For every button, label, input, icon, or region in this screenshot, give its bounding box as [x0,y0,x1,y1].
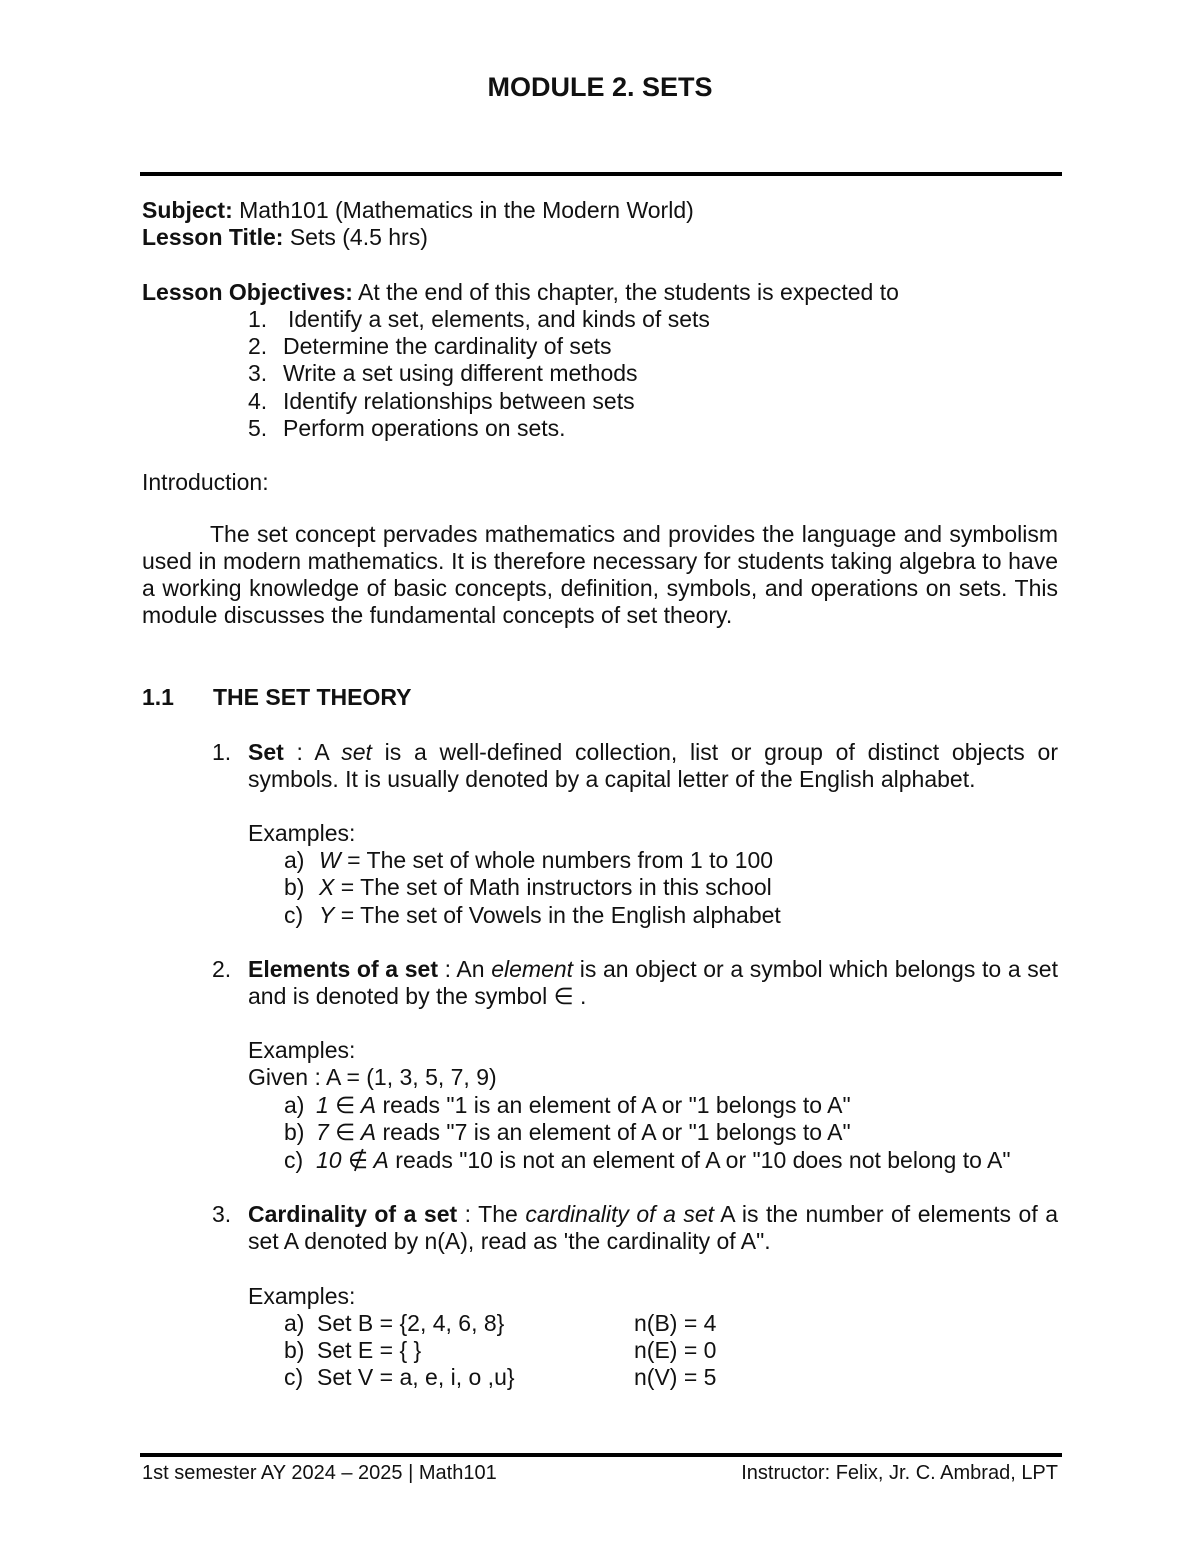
example-expr: 7 ∈ A [316,1119,377,1145]
objective-text: Identify a set, elements, and kinds of sets [288,306,710,332]
topic-number: 2. [212,956,232,982]
page-title: MODULE 2. SETS [487,72,713,102]
objective-text: Determine the cardinality of sets [283,333,612,359]
topic-set-definition [248,739,1058,793]
section-title: THE SET THEORY [213,684,412,710]
example-item [284,1310,717,1337]
header-divider [140,172,1062,176]
topic-rest: is a well-defined collection, list or group of distinct objects or symbols. It is usually denoted by a capital letter of the English alphabet. [248,739,1058,792]
example-letter: c) [284,902,304,928]
objectives-line [142,279,899,306]
example-text: = The set of whole numbers from 1 to 100 [340,847,774,873]
example-text: reads "10 is not an element of A or "10 does not belong to A" [388,1147,1011,1173]
objective-item [248,415,566,442]
objective-item [248,333,612,360]
example-item [284,1092,851,1119]
example-item [284,1337,717,1364]
objective-number: 3. [248,360,268,386]
section-number: 1.1 [142,684,174,710]
objective-text: Identify relationships between sets [283,388,635,414]
topic-cardinality-definition [248,1201,1058,1255]
example-letter: a) [284,847,305,873]
introduction-heading: Introduction: [142,469,269,495]
objective-number: 5. [248,415,268,441]
example-letter: a) [284,1092,305,1118]
subject-value: Math101 (Mathematics in the Modern World) [239,197,694,223]
topic-sep: : A [283,739,342,765]
examples-label: Examples: [248,1037,356,1063]
topic-italic-term: cardinality of a set [525,1201,715,1227]
example-letter: b) [284,1337,305,1363]
example-var: W [319,847,341,873]
lesson-title-label: Lesson Title: [142,224,284,250]
objective-text: Perform operations on sets. [283,415,566,441]
lesson-title-value: Sets (4.5 hrs) [289,224,428,250]
example-letter: a) [284,1310,305,1336]
example-expr: 1 ∈ A [316,1092,377,1118]
topic-italic-term: set [341,739,372,765]
example-text: reads "7 is an element of A or "1 belongs to A" [376,1119,851,1145]
footer-right: Instructor: Felix, Jr. C. Ambrad, LPT [741,1462,1058,1484]
footer-divider [140,1453,1062,1457]
subject-label: Subject: [142,197,233,223]
topic-term: Elements of a set [248,956,438,982]
examples-label: Examples: [248,820,356,846]
topic-rest: A is the number of elements of a set A denoted by n(A), read as 'the cardinality of A". [248,1201,1059,1254]
topic-elements-definition [248,956,1058,1010]
objectives-intro: At the end of this chapter, the students is expected to [358,279,899,305]
objective-item [248,360,638,387]
example-item [284,874,772,901]
example-item [284,1364,717,1391]
subject-line [142,197,694,224]
objective-number: 4. [248,388,268,414]
topic-italic-term: element [491,956,574,982]
topic-term: Cardinality of a set [248,1201,458,1227]
objectives-label: Lesson Objectives: [142,279,353,305]
example-item [284,847,774,874]
objective-item [248,388,635,415]
topic-rest: is an object or a symbol which belongs to a set and is denoted by the symbol ∈ . [248,956,1058,1009]
example-var: X [319,874,335,900]
lesson-title-line [142,224,428,251]
example-var: Y [319,902,335,928]
topic-number: 1. [212,739,232,765]
example-text: reads "1 is an element of A or "1 belongs to A" [376,1092,851,1118]
topic-term: Set [248,739,284,765]
example-letter: c) [284,1147,304,1173]
footer-left: 1st semester AY 2024 – 2025 | Math101 [142,1462,497,1484]
topic-sep: : An [437,956,492,982]
example-cardinality: n(E) = 0 [634,1337,717,1363]
objective-text: Write a set using different methods [283,360,638,386]
example-text: = The set of Math instructors in this school [334,874,772,900]
example-letter: b) [284,1119,305,1145]
objective-number: 2. [248,333,268,359]
example-cardinality: n(B) = 4 [634,1310,717,1336]
example-set: Set V = a, e, i, o ,u} [317,1364,515,1390]
example-set: Set B = {2, 4, 6, 8} [317,1310,505,1336]
topic-sep: : The [457,1201,526,1227]
given-set: Given : A = (1, 3, 5, 7, 9) [248,1064,497,1090]
introduction-paragraph: The set concept pervades mathematics and provides the language and symbolism used in modern mathematics. It is therefore necessary for students taking algebra to have a working knowledge of basic concepts, definition, symbols, and operations on sets. This module discusses the fundamental concepts of set theory. [142,521,1058,628]
topic-number: 3. [212,1201,232,1227]
objective-item [248,306,710,333]
example-letter: c) [284,1364,304,1390]
example-item [284,1119,851,1146]
example-cardinality: n(V) = 5 [634,1364,717,1390]
example-item [284,1147,1011,1174]
example-expr: 10 ∉ A [316,1147,389,1173]
example-set: Set E = { } [317,1337,422,1363]
example-text: = The set of Vowels in the English alphabet [334,902,781,928]
objective-number: 1. [248,306,268,332]
example-letter: b) [284,874,305,900]
example-item [284,902,781,929]
examples-label: Examples: [248,1283,356,1309]
